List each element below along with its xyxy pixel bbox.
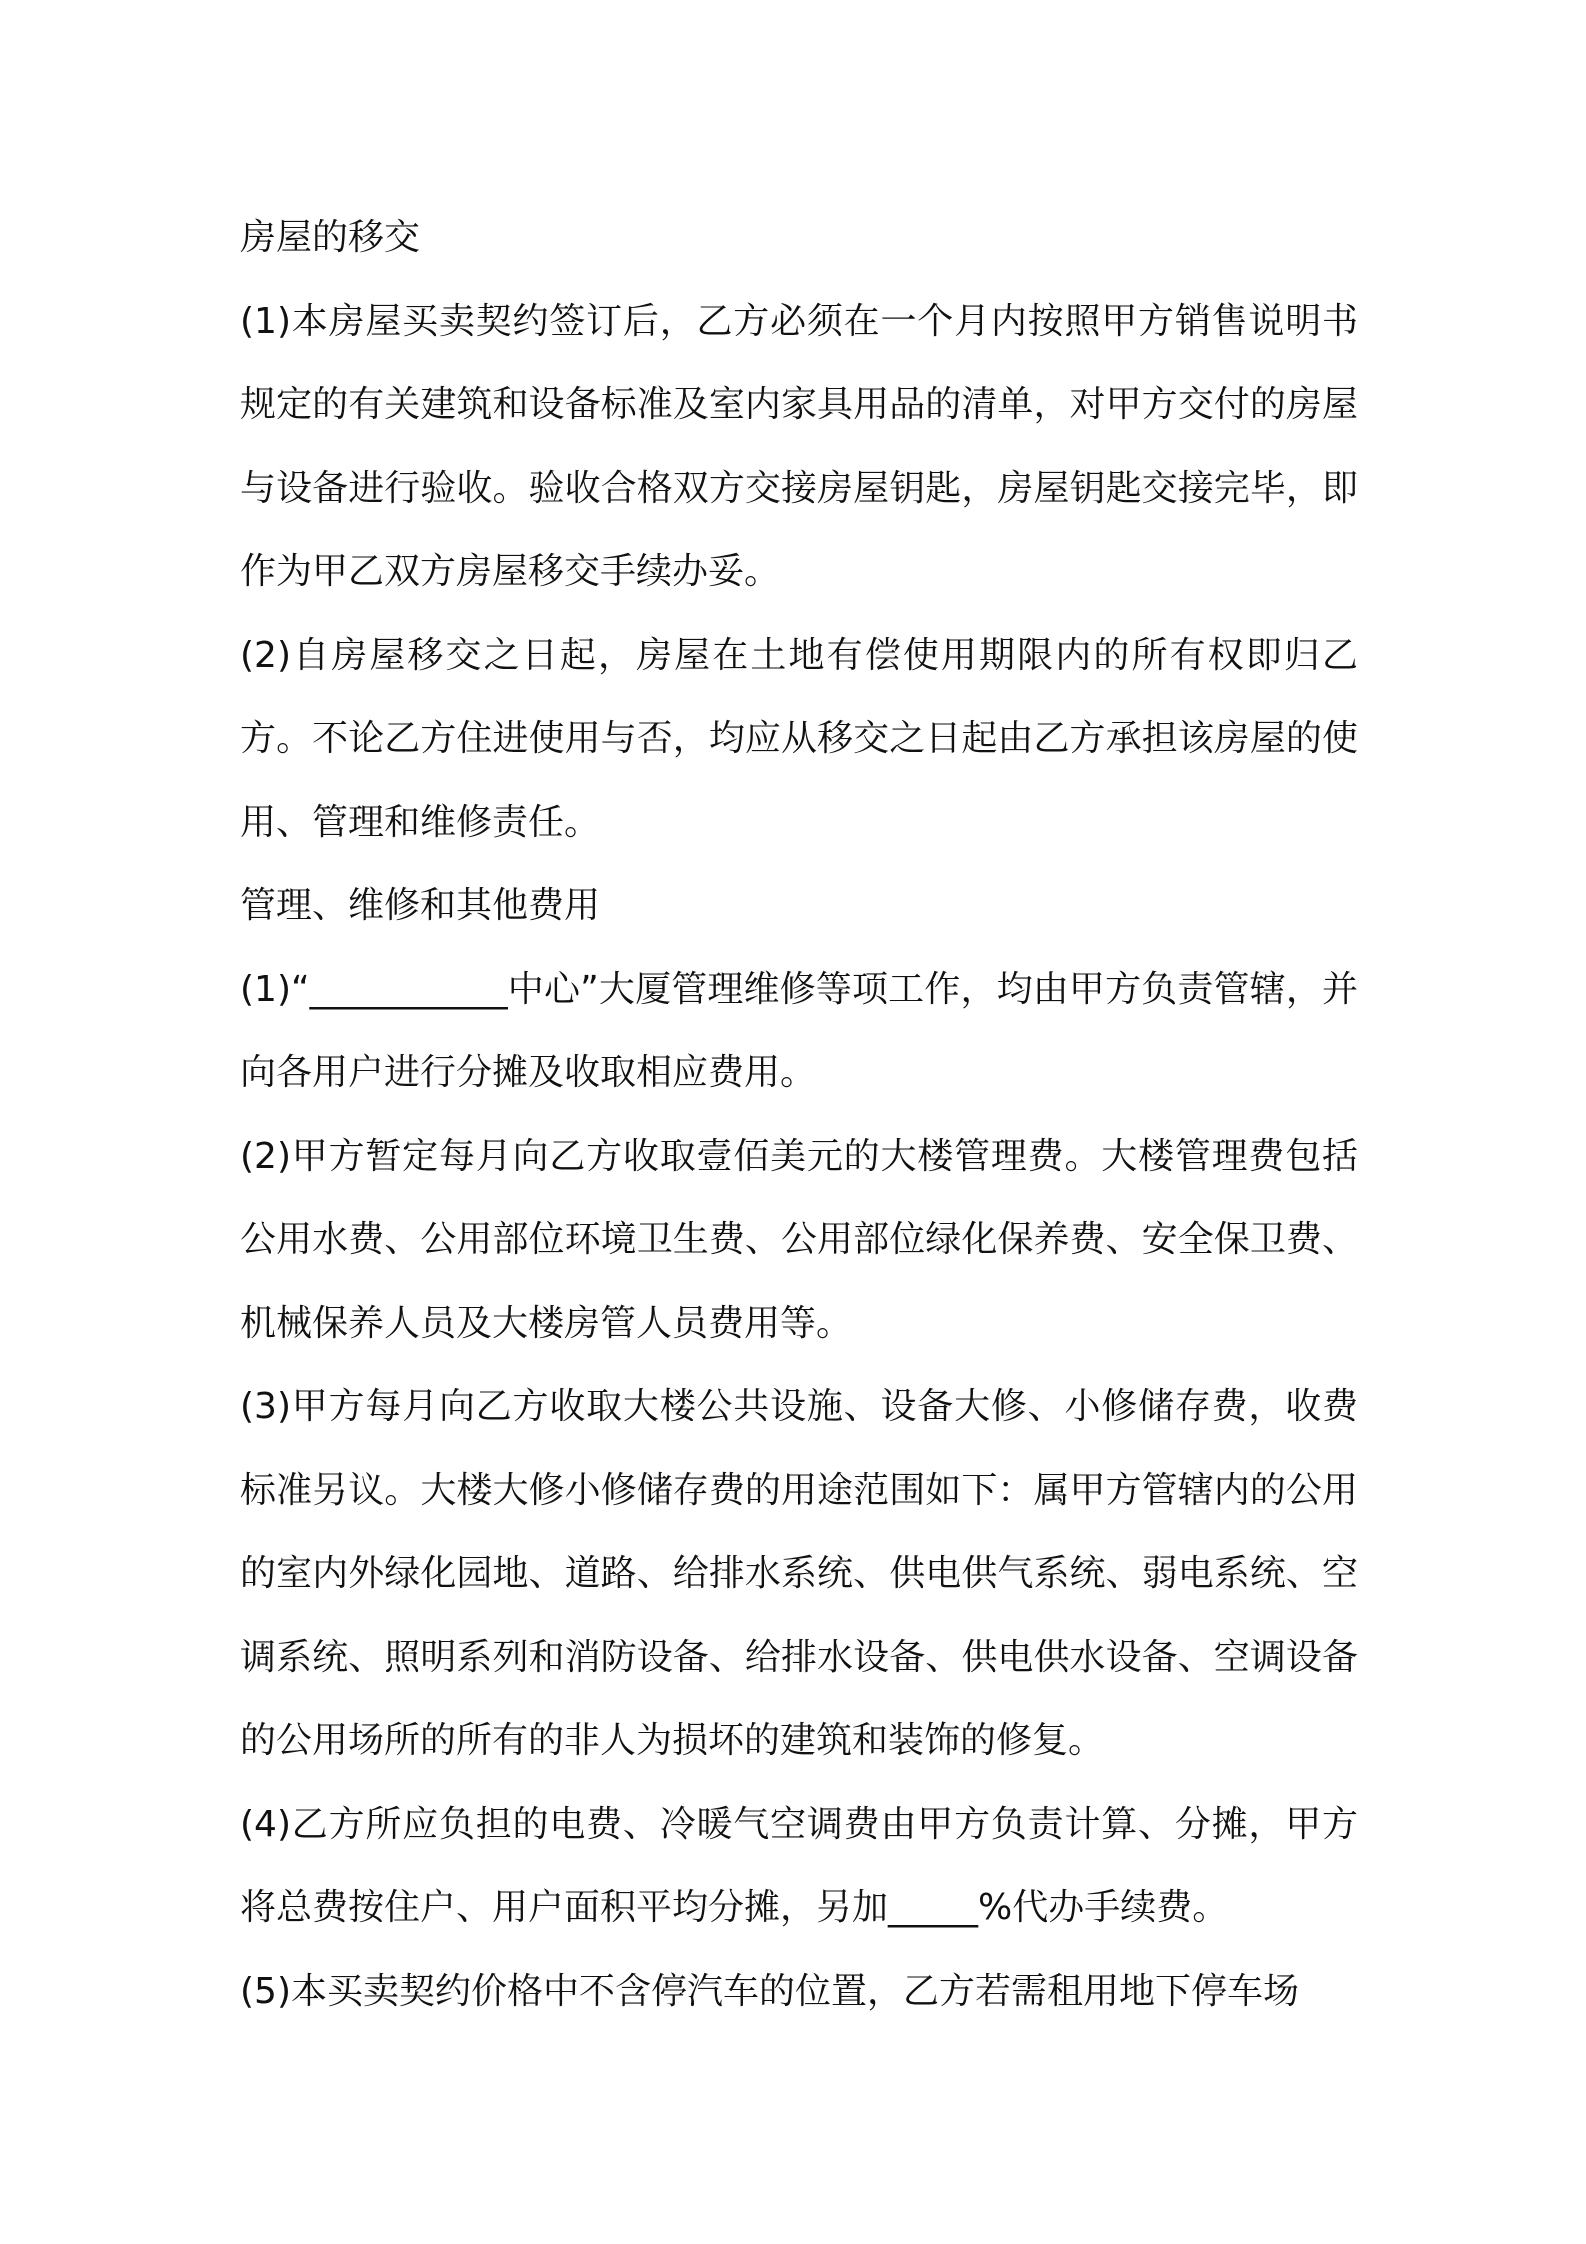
section-heading-management-fees: 管理、维修和其他费用 [240,885,601,926]
document-body [240,196,1358,2033]
paragraph-transfer-clause-2: (2)自房屋移交之日起，房屋在土地有偿使用期限内的所有权即归乙方。不论乙方住进使用与否，均应从移交之日起由乙方承担该房屋的使用、管理和维修责任。 [240,634,1358,843]
paragraph-fee-clause-1: (1)“___________中心”大厦管理维修等项工作，均由甲方负责管辖，并向各用户进行分摊及收取相应费用。 [240,968,1358,1093]
paragraph-fee-clause-4: (4)乙方所应负担的电费、冷暖气空调费由甲方负责计算、分摊，甲方将总费按住户、用户面积平均分摊，另加_____%代办手续费。 [240,1803,1358,1928]
paragraph-fee-clause-5: (5)本买卖契约价格中不含停汽车的位置，乙方若需租用地下停车场 [240,1970,1299,2012]
paragraph-fee-clause-3: (3)甲方每月向乙方收取大楼公共设施、设备大修、小修储存费，收费标准另议。大楼大修小修储存费的用途范围如下：属甲方管辖内的公用的室内外绿化园地、道路、给排水系统、供电供气系统、弱电系统、空调系统、照明系列和消防设备、给排水设备、供电供水设备、空调设备的公用场所的所有的非人为损坏的建筑和装饰的修复。 [240,1386,1358,1761]
section-heading-house-transfer: 房屋的移交 [240,217,421,258]
paragraph-transfer-clause-1: (1)本房屋买卖契约签订后，乙方必须在一个月内按照甲方销售说明书规定的有关建筑和设备标准及室内家具用品的清单，对甲方交付的房屋与设备进行验收。验收合格双方交接房屋钥匙，房屋钥匙交接完毕，即作为甲乙双方房屋移交手续办妥。 [240,300,1358,592]
paragraph-fee-clause-2: (2)甲方暂定每月向乙方收取壹佰美元的大楼管理费。大楼管理费包括公用水费、公用部位环境卫生费、公用部位绿化保养费、安全保卫费、机械保养人员及大楼房管人员费用等。 [240,1135,1358,1344]
